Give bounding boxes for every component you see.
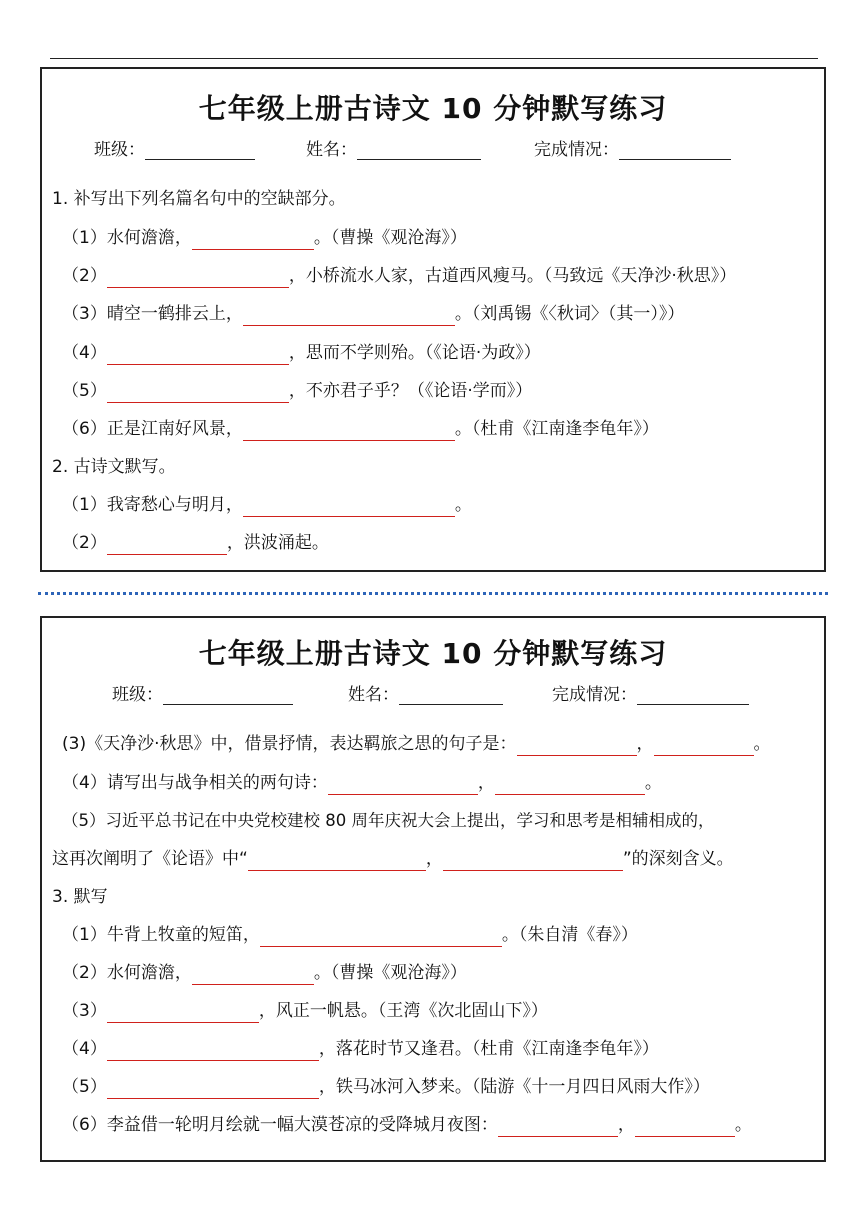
answer-blank[interactable] (243, 498, 455, 517)
item-number: (3) (62, 734, 87, 754)
item-source: ，思而不学则殆。（《论语·为政》） (288, 343, 541, 363)
item-sep: ， (425, 849, 443, 869)
status-field (534, 135, 731, 160)
item-source: 。（朱自清《春》） (501, 925, 638, 945)
q1-item-2 (62, 264, 736, 288)
student-info-row (42, 674, 824, 708)
top-rule (50, 58, 818, 59)
item-source: 。（曹操《观沧海》） (313, 228, 467, 248)
q2-item-2 (62, 531, 329, 555)
name-field (348, 680, 503, 705)
student-info-row (42, 129, 824, 163)
answer-blank[interactable] (107, 384, 289, 403)
q2-item-5-continued (52, 847, 734, 871)
status-field (552, 680, 749, 705)
item-source: 。（杜甫《江南逢李龟年》） (454, 419, 659, 439)
item-number: （4） (62, 1039, 107, 1059)
worksheet-title: 七年级上册古诗文 10 分钟默写练习 (198, 637, 668, 670)
item-sep: ， (636, 734, 654, 754)
status-input[interactable] (619, 142, 731, 160)
question-1-heading: 1. 补写出下列名篇名句中的空缺部分。 (52, 189, 346, 209)
item-number: （6） (62, 419, 107, 439)
item-sep: ， (617, 1115, 635, 1135)
name-field (306, 135, 481, 160)
item-source: 。（刘禹锡《〈秋词〉（其一）》） (454, 304, 685, 324)
answer-blank[interactable] (654, 737, 754, 756)
item-number: （2） (62, 533, 107, 553)
q2-item-4 (62, 771, 662, 795)
q2-item-3 (62, 732, 771, 756)
answer-blank[interactable] (107, 1004, 259, 1023)
item-text: 牛背上牧童的短笛， (106, 925, 260, 945)
item-source: ”的深刻含义。 (622, 849, 734, 869)
q2-item-5 (62, 809, 715, 833)
answer-blank[interactable] (192, 966, 314, 985)
worksheet-card-2 (40, 616, 826, 1162)
answer-blank[interactable] (635, 1118, 735, 1137)
q2-item-1 (62, 493, 472, 517)
answer-blank[interactable] (107, 1080, 319, 1099)
answer-blank[interactable] (443, 852, 623, 871)
q3-item-6 (62, 1113, 752, 1137)
question-2-heading: 2. 古诗文默写。 (52, 457, 176, 477)
answer-blank[interactable] (517, 737, 637, 756)
item-number: （1） (62, 495, 107, 515)
item-number: （6） (62, 1115, 107, 1135)
item-source: ，洪波涌起。 (226, 533, 329, 553)
status-input[interactable] (637, 687, 749, 705)
item-text: 李益借一轮明月绘就一幅大漠苍凉的受降城月夜图： (106, 1115, 498, 1135)
item-text: 习近平总书记在中央党校建校 80 周年庆祝大会上提出，学习和思考是相辅相成的， (105, 811, 715, 830)
item-number: （4） (62, 343, 107, 363)
item-number: （5） (62, 811, 106, 830)
item-source: ，小桥流水人家，古道西风瘦马。（马致远《天净沙·秋思》） (288, 266, 737, 286)
item-source: 。（曹操《观沧海》） (313, 963, 467, 983)
item-text: 正是江南好风景， (106, 419, 243, 439)
q3-item-2 (62, 961, 467, 985)
class-input[interactable] (163, 687, 293, 705)
item-number: （5） (62, 1077, 107, 1097)
answer-blank[interactable] (107, 1042, 319, 1061)
item-source: 。 (753, 734, 771, 754)
answer-blank[interactable] (243, 422, 455, 441)
item-number: （3） (62, 304, 107, 324)
q1-item-4 (62, 341, 541, 365)
item-number: （2） (62, 266, 107, 286)
answer-blank[interactable] (107, 269, 289, 288)
worksheet-card-1 (40, 67, 826, 572)
question-3-heading: 3. 默写 (52, 887, 108, 907)
item-source: 。 (644, 773, 662, 793)
cut-line-separator (38, 592, 828, 595)
answer-blank[interactable] (495, 776, 645, 795)
q3-item-3 (62, 999, 548, 1023)
worksheet-title: 七年级上册古诗文 10 分钟默写练习 (198, 92, 668, 125)
item-number: （3） (62, 1001, 107, 1021)
item-source: 。 (734, 1115, 752, 1135)
answer-blank[interactable] (260, 928, 502, 947)
status-label: 完成情况： (552, 685, 637, 705)
q1-item-6 (62, 417, 659, 441)
name-label: 姓名： (348, 685, 399, 705)
item-number: （1） (62, 925, 107, 945)
answer-blank[interactable] (192, 231, 314, 250)
q1-item-1 (62, 226, 467, 250)
class-field (112, 680, 293, 705)
answer-blank[interactable] (107, 536, 227, 555)
answer-blank[interactable] (107, 346, 289, 365)
q3-item-4 (62, 1037, 659, 1061)
item-number: （2） (62, 963, 107, 983)
q3-item-5 (62, 1075, 710, 1099)
item-number: （5） (62, 381, 107, 401)
name-input[interactable] (399, 687, 503, 705)
item-text: 水何澹澹， (106, 228, 192, 248)
q3-item-1 (62, 923, 638, 947)
class-field (94, 135, 255, 160)
q1-item-5 (62, 379, 532, 403)
item-sep: ， (477, 773, 495, 793)
item-text: 我寄愁心与明月， (106, 495, 243, 515)
name-label: 姓名： (306, 140, 357, 160)
class-input[interactable] (145, 142, 255, 160)
name-input[interactable] (357, 142, 481, 160)
item-text: 《天净沙·秋思》中，借景抒情，表达羁旅之思的句子是： (86, 734, 517, 754)
answer-blank[interactable] (243, 307, 455, 326)
item-source: ，落花时节又逢君。（杜甫《江南逢李龟年》） (318, 1039, 659, 1059)
status-label: 完成情况： (534, 140, 619, 160)
item-number: （4） (62, 773, 107, 793)
item-text: 晴空一鹤排云上， (106, 304, 243, 324)
answer-blank[interactable] (498, 1118, 618, 1137)
q1-item-3 (62, 302, 684, 326)
item-text: 请写出与战争相关的两句诗： (106, 773, 328, 793)
item-source: 。 (454, 495, 472, 515)
item-source: ，风正一帆悬。（王湾《次北固山下》） (258, 1001, 548, 1021)
item-number: （1） (62, 228, 107, 248)
item-text: 这再次阐明了《论语》中“ (52, 849, 248, 869)
answer-blank[interactable] (328, 776, 478, 795)
class-label: 班级： (94, 140, 145, 160)
item-source: ，铁马冰河入梦来。（陆游《十一月四日风雨大作》） (318, 1077, 710, 1097)
item-text: 水何澹澹， (106, 963, 192, 983)
item-source: ，不亦君子乎？（《论语·学而》） (288, 381, 533, 401)
answer-blank[interactable] (248, 852, 426, 871)
class-label: 班级： (112, 685, 163, 705)
